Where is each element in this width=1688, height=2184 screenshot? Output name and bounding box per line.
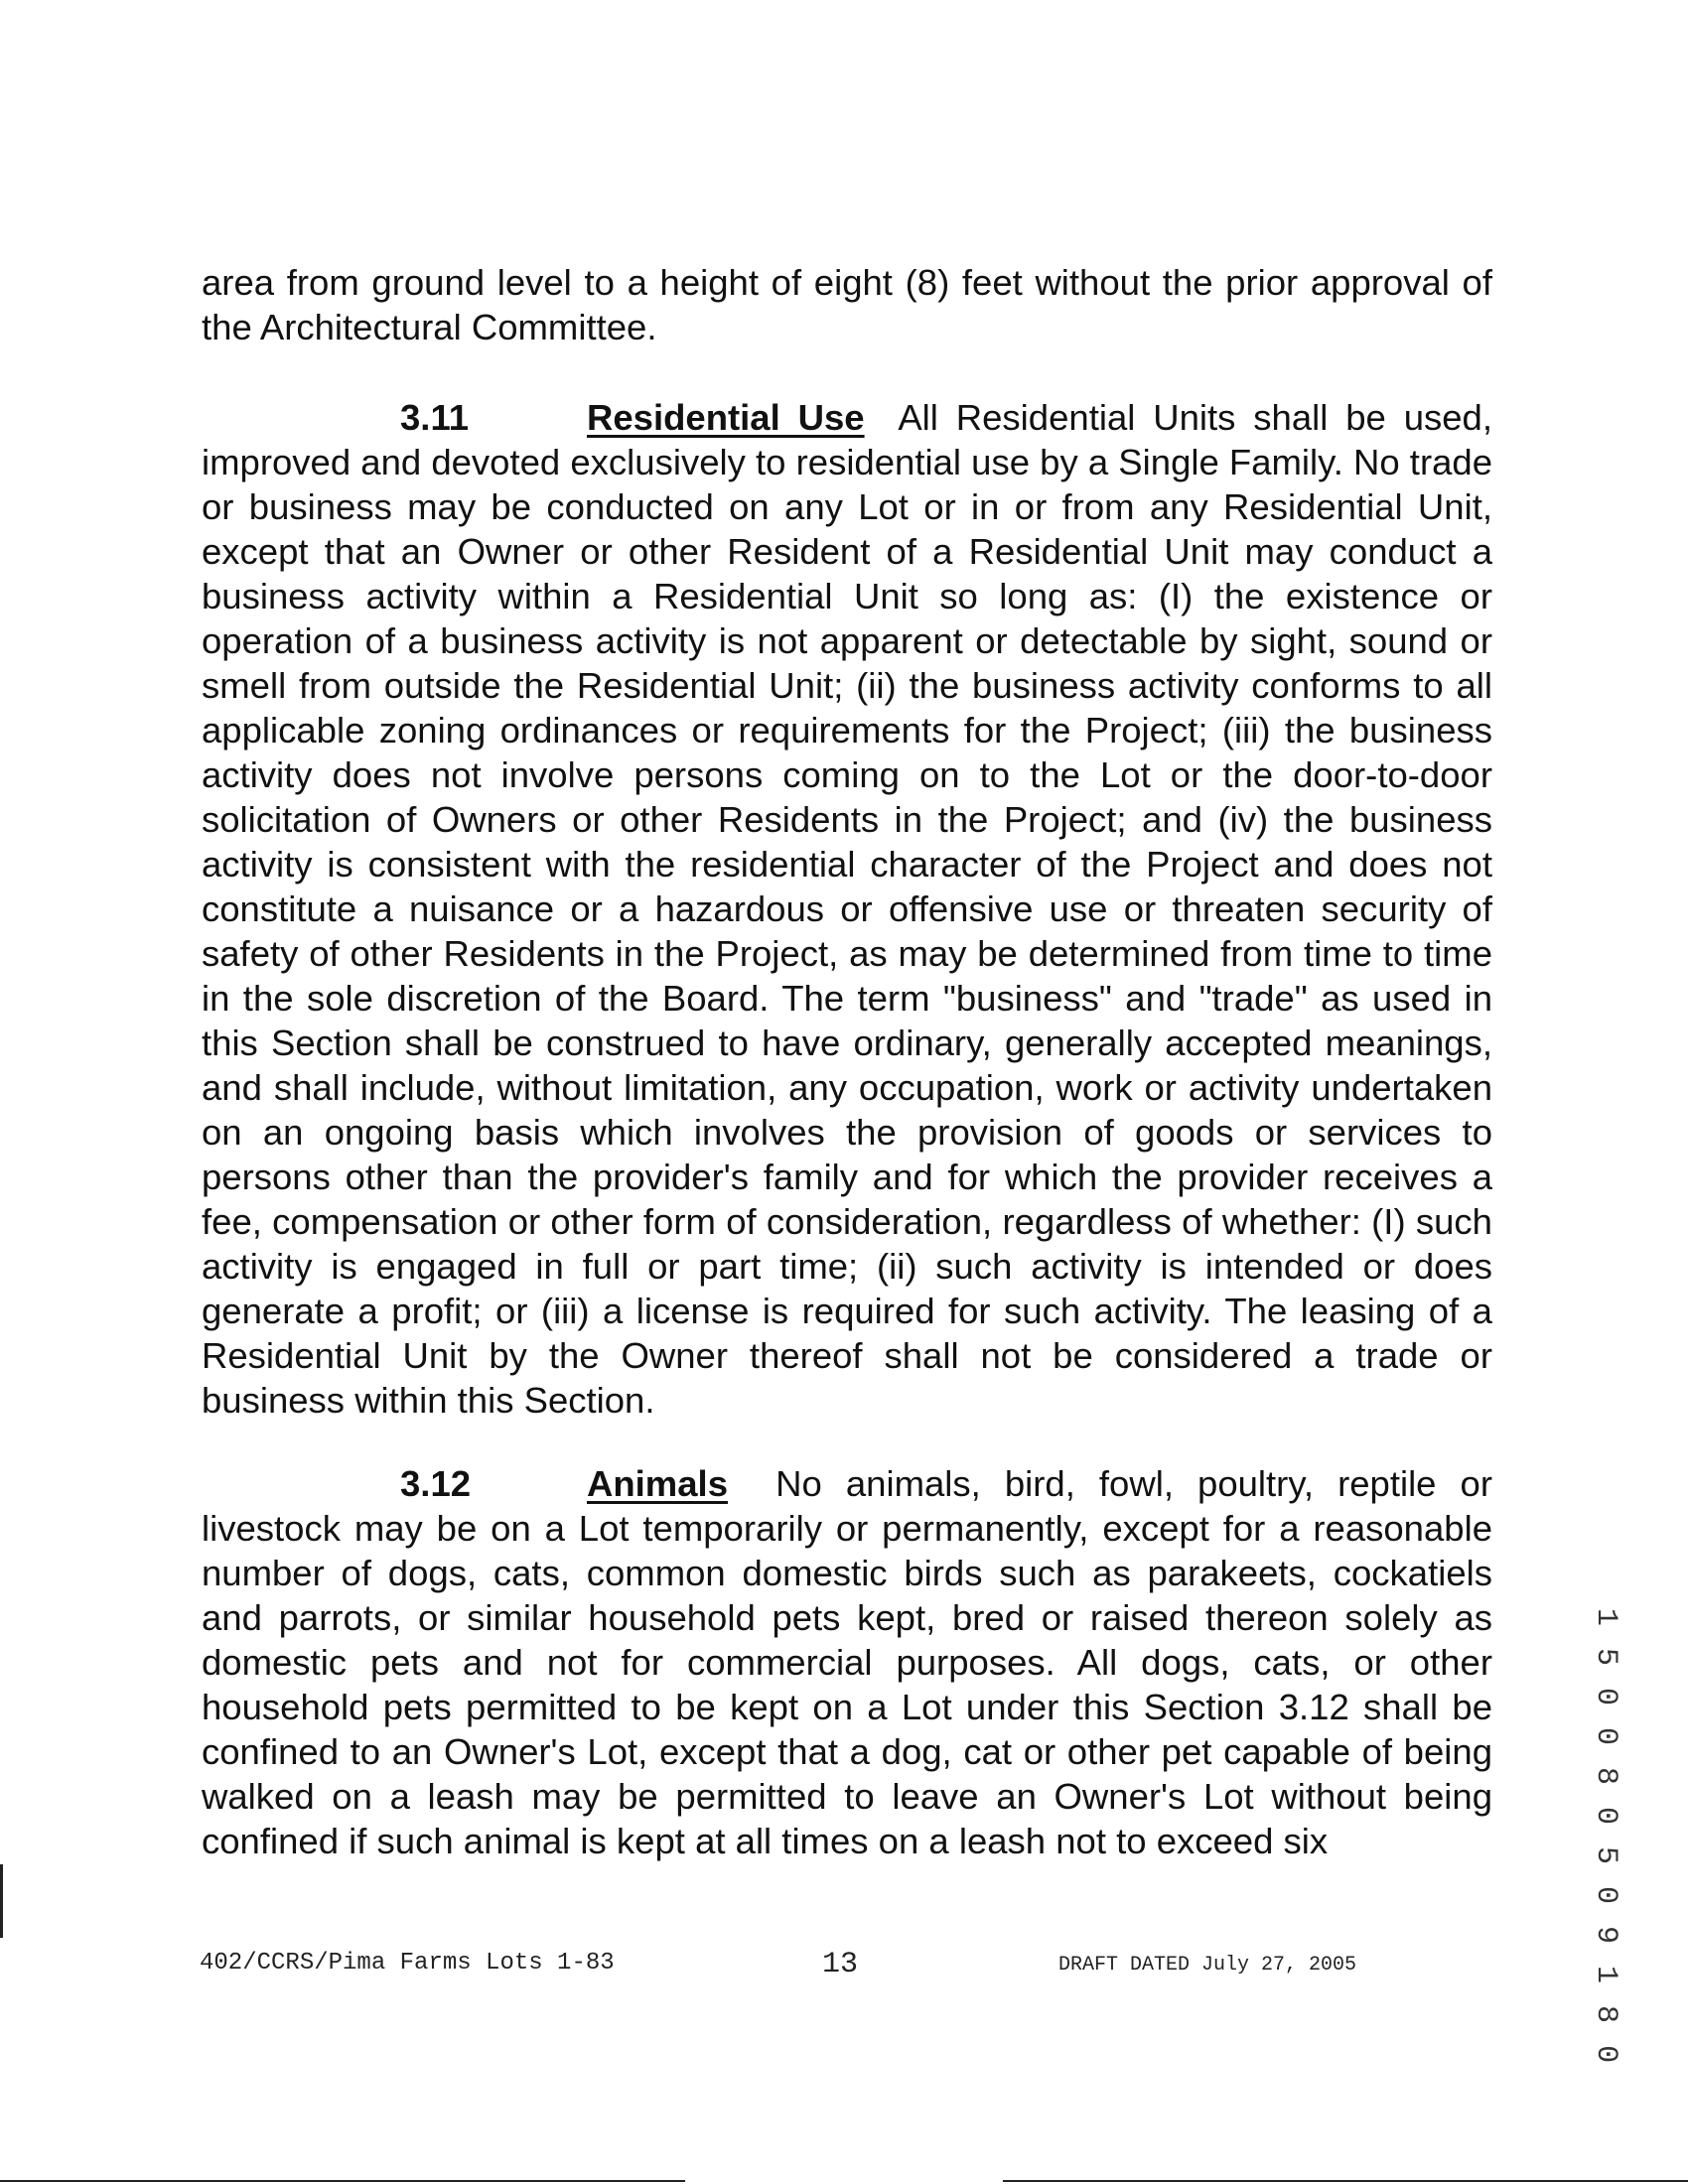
scan-edge-mark xyxy=(0,1864,3,1938)
side-document-stamp xyxy=(1589,1608,1622,2066)
side-stamp-text: 1 5 0 0 8 0 5 0 9 1 8 0 xyxy=(1589,1608,1622,2066)
scan-bottom-rule-left xyxy=(0,2180,685,2182)
section-3-12-number: 3.12 xyxy=(400,1463,472,1504)
footer-page-number: 13 xyxy=(822,1948,859,1981)
section-3-11-number: 3.11 xyxy=(400,397,470,438)
footer-draft-date: DRAFT DATED July 27, 2005 xyxy=(1058,1954,1357,1977)
footer-file-reference: 402/CCRS/Pima Farms Lots 1-83 xyxy=(200,1950,615,1977)
section-3-11-body: All Residential Units shall be used, improved and devoted exclusively to residential use by a Single Family. No trade or business may be conducted on any Lot or in or from any Residential Unit, except that an Owner or other Resident of a Residential Unit may conduct a business activity within a Residential Unit so long as: (I) the existence or operation of a business activity is not apparent or detectable by sight, sound or smell from outside the Residential Unit; (ii) the business activity conforms to all applicable zoning ordinances or requirements for the Project; (iii) the business activity does not involve persons coming on to the Lot or the door-to-door solicitation of Owners or other Residents in the Project; and (iv) the business activity is consistent with the residential character of the Project and does not constitute a nuisance or a hazardous or offensive use or threaten security of safety of other Residents in the Project, as may be determined from time to time in the sole discretion of the Board. The term "business" and "trade" as used in this Section shall be construed to have ordinary, generally accepted meanings, and shall include, without limitation, any occupation, work or activity undertaken on an ongoing basis which involves the provision of goods or services to persons other than the provider's family and for which the provider receives a fee, compensation or other form of consideration, regardless of whether: (I) such activity is engaged in full or part time; (ii) such activity is intended or does generate a profit; or (iii) a license is required for such activity. The leasing of a Residential Unit by the Owner thereof shall not be considered a trade or business within this Section. xyxy=(202,397,1492,1421)
section-3-12-body: No animals, bird, fowl, poultry, reptile or livestock may be on a Lot temporarily or permanently, except for a reasonable number of dogs, cats, common domestic birds such as parakeets, cockatiels and parrots, or similar household pets kept, bred or raised thereon solely as domestic pets and not for commercial purposes. All dogs, cats, or other household pets permitted to be kept on a Lot under this Section 3.12 shall be confined to an Owner's Lot, except that a dog, cat or other pet capable of being walked on a leash may be permitted to leave an Owner's Lot without being confined if such animal is kept at all times on a leash not to exceed six xyxy=(202,1463,1492,1861)
section-3-12-title: Animals xyxy=(587,1463,728,1504)
section-3-11-paragraph xyxy=(202,395,1492,1423)
section-3-11-title: Residential Use xyxy=(587,397,865,438)
scan-bottom-rule-right xyxy=(1003,2180,1688,2182)
section-3-12-paragraph xyxy=(202,1461,1492,1863)
intro-paragraph: area from ground level to a height of eight (8) feet without the prior approval of the Architectural Committee. xyxy=(202,262,1492,347)
